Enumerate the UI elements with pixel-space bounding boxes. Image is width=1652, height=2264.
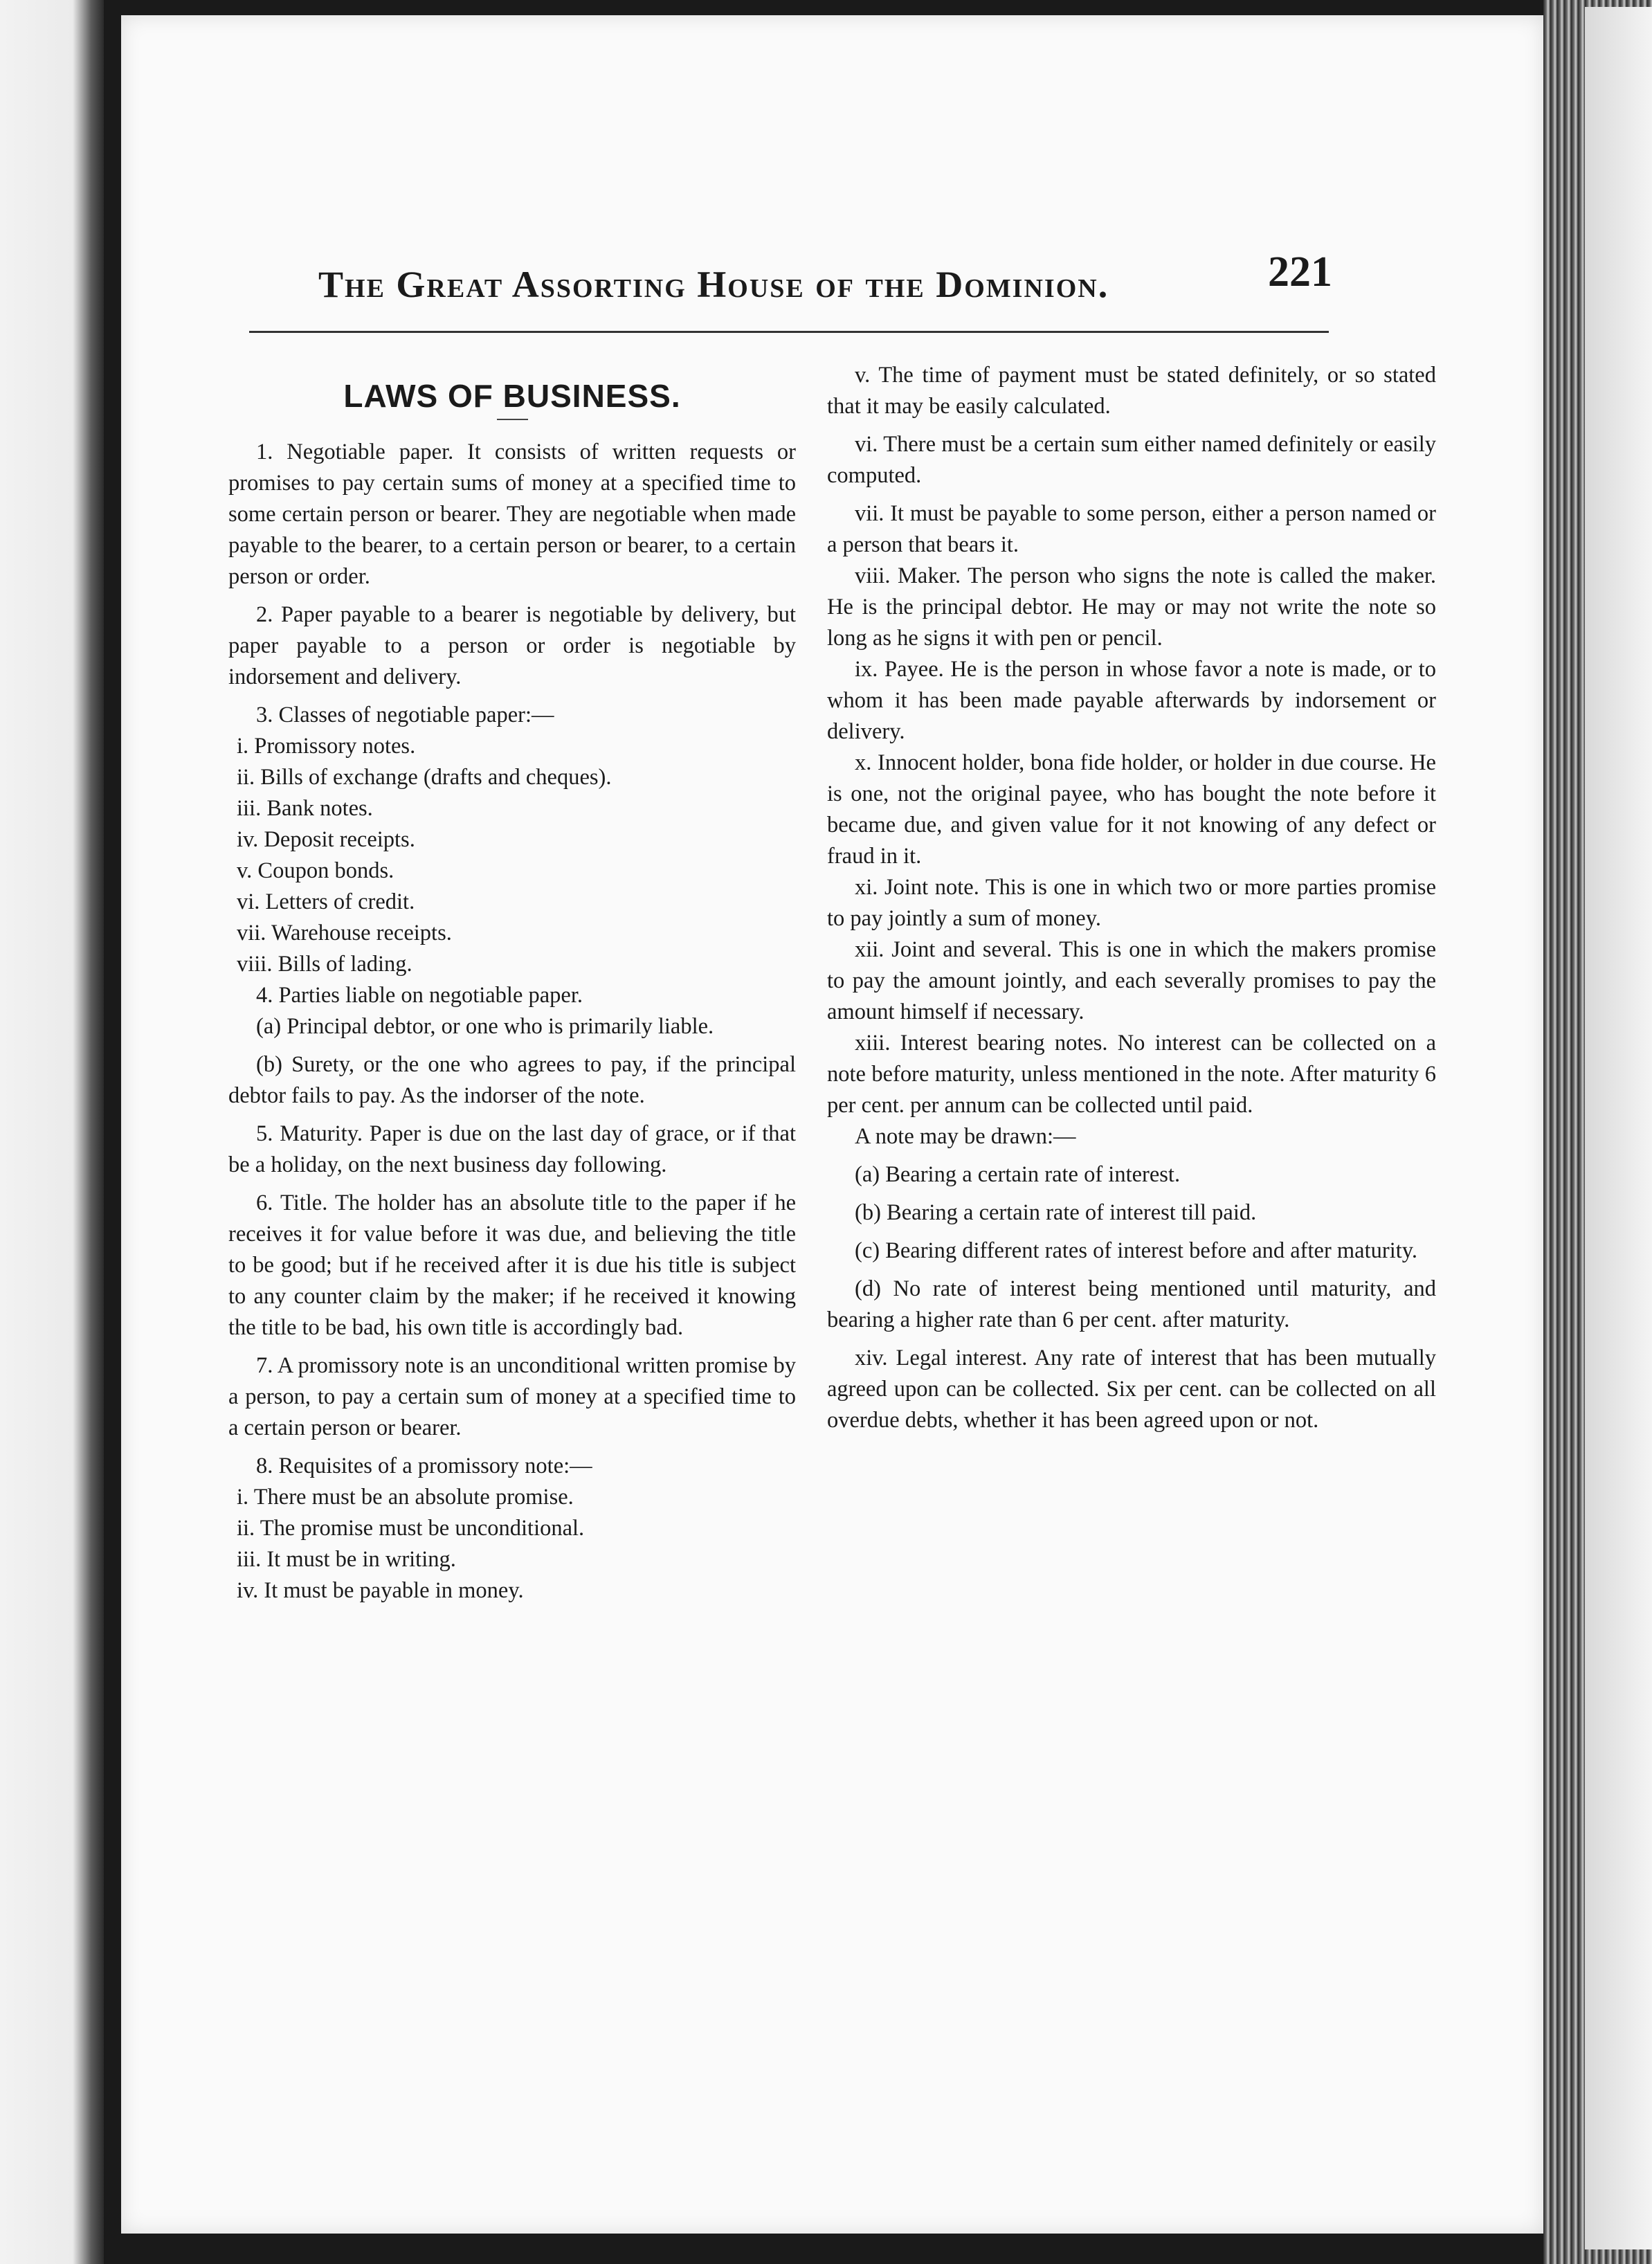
list-item: iii. It must be in writing. [237,1547,456,1572]
paragraph: vii. It must be payable to some person, either a person named or a person that bears it. [827,501,1436,557]
list-item: vii. Warehouse receipts. [237,921,452,945]
paragraph: (b) Bearing a certain rate of interest till paid. [855,1200,1257,1225]
paragraph: 8. Requisites of a promissory note:— [256,1454,592,1478]
right-column [827,360,1436,1436]
list-item: i. Promissory notes. [237,734,416,759]
paragraph: 1. Negotiable paper. It consists of written requests or promises to pay certain sums of money at a specified time to some certain person or bearer. They are negotiable when made payable to the bearer, to a certain person or bearer, to a certain person or order. [228,440,796,589]
list-item: ii. The promise must be unconditional. [237,1516,585,1541]
section-title: LAWS OF BUSINESS. [343,378,681,414]
paragraph: viii. Maker. The person who signs the note is called the maker. He is the principal debtor. He may or may not write the note so long as he signs it with pen or pencil. [827,563,1436,651]
left-column [228,360,796,1606]
list-item: v. Coupon bonds. [237,858,394,883]
title-dash [497,419,528,420]
paragraph: (c) Bearing different rates of interest before and after maturity. [855,1238,1418,1263]
running-title: The Great Assorting House of the Dominion. [318,264,1109,305]
list-item: iv. It must be payable in money. [237,1578,524,1603]
paragraph: xiii. Interest bearing notes. No interest can be collected on a note before maturity, unless mentioned in the note. After maturity 6 per cent. per annum can be collected until paid. [827,1031,1436,1118]
page-number: 221 [1268,248,1332,296]
paragraph: xii. Joint and several. This is one in which the makers promise to pay the amount jointly, and each severally promises to pay the amount himself if necessary. [827,937,1436,1024]
page-stack-inner [1585,7,1652,2249]
paragraph: ix. Payee. He is the person in whose favor a note is made, or to whom it has been made payable afterwards by indorsement or delivery. [827,657,1436,744]
list-item: iv. Deposit receipts. [237,827,415,852]
paragraph: xi. Joint note. This is one in which two or more parties promise to pay jointly a sum of money. [827,875,1436,931]
paragraph: (a) Principal debtor, or one who is primarily liable. [256,1014,714,1039]
paragraph: (d) No rate of interest being mentioned until maturity, and bearing a higher rate than 6 per cent. after maturity. [827,1276,1436,1332]
list-item: i. There must be an absolute promise. [237,1485,574,1510]
paragraph: xiv. Legal interest. Any rate of interest that has been mutually agreed upon can be collected. Six per cent. can be collected on all overdue debts, whether it has been agreed upon or not. [827,1346,1436,1433]
list-item: vi. Letters of credit. [237,889,415,914]
running-header [318,235,1336,318]
header-rule [249,331,1329,333]
paragraph: v. The time of payment must be stated definitely, or so stated that it may be easily calculated. [827,363,1436,419]
list-item: ii. Bills of exchange (drafts and cheques). [237,765,612,790]
list-item: viii. Bills of lading. [237,952,412,977]
paragraph: (b) Surety, or the one who agrees to pay, if the principal debtor fails to pay. As the indorser of the note. [228,1052,796,1108]
list-item: iii. Bank notes. [237,796,373,821]
paragraph: 6. Title. The holder has an absolute title to the paper if he receives it for value before it was due, and believing the title to be good; but if he received after it is due his title is subject to any counter claim by the maker; if he received it knowing the title to be bad, his own title is accordingly bad. [228,1190,796,1340]
paragraph: 4. Parties liable on negotiable paper. [256,983,583,1008]
paragraph: A note may be drawn:— [855,1124,1076,1149]
facing-page-edge [0,0,104,2264]
paragraph: vi. There must be a certain sum either named definitely or easily computed. [827,432,1436,488]
paragraph: (a) Bearing a certain rate of interest. [855,1162,1181,1187]
paragraph: 3. Classes of negotiable paper:— [256,703,554,727]
paragraph: 2. Paper payable to a bearer is negotiable by delivery, but paper payable to a person or order is negotiable by indorsement and delivery. [228,602,796,689]
paragraph: 7. A promissory note is an unconditional written promise by a person, to pay a certain sum of money at a specified time to a certain person or bearer. [228,1353,796,1440]
paragraph: x. Innocent holder, bona fide holder, or holder in due course. He is one, not the original payee, who has bought the note before it became due, and given value for it not knowing of any defect or fraud in it. [827,750,1436,869]
paragraph: 5. Maturity. Paper is due on the last day of grace, or if that be a holiday, on the next business day following. [228,1121,796,1177]
